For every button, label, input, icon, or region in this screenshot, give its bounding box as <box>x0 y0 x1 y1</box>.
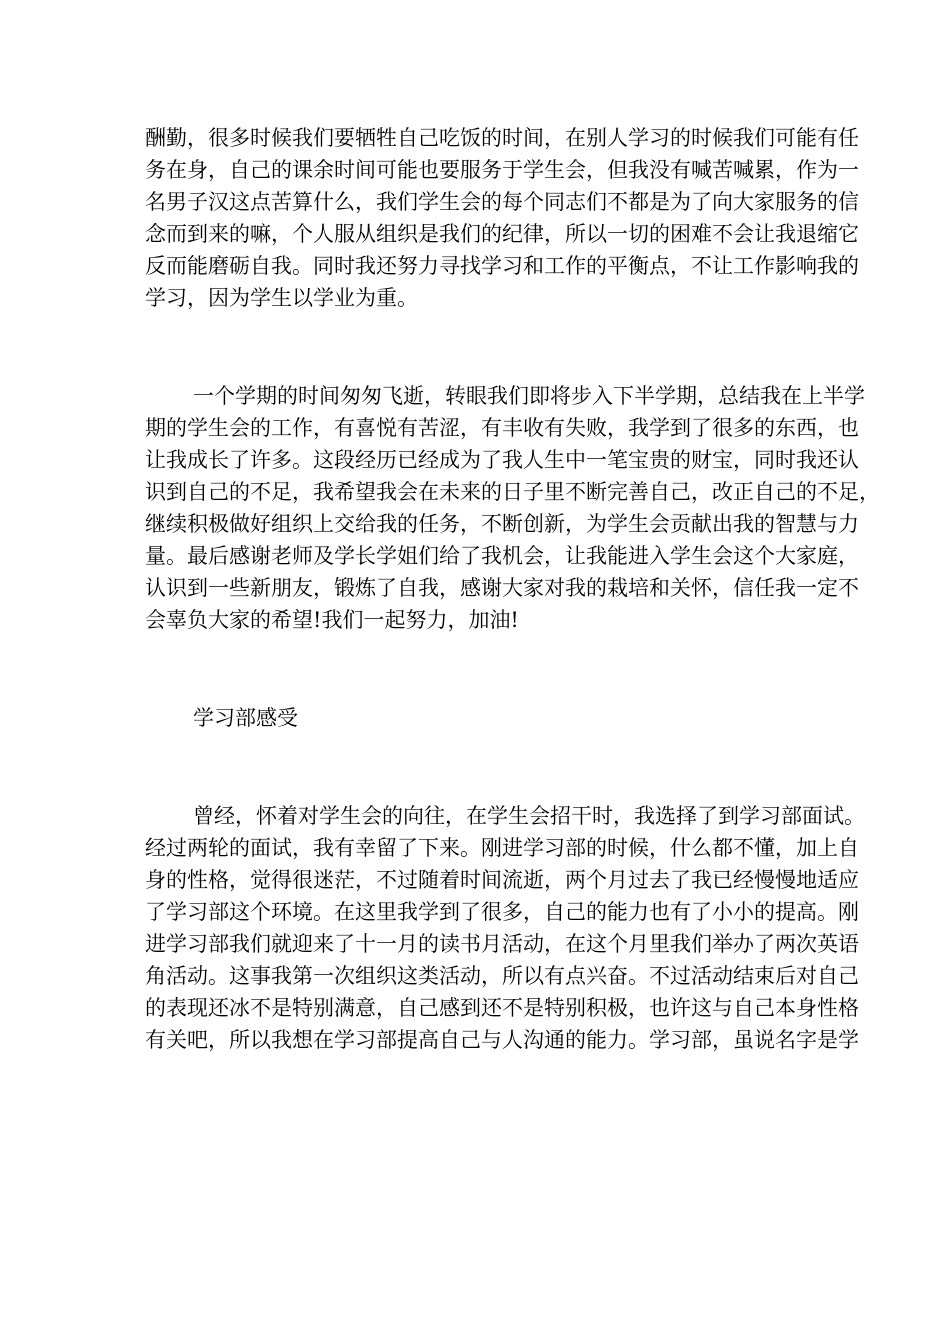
paragraph-3-line-5: 进学习部我们就迎来了十一月的读书月活动，在这个月里我们举办了两次英语 <box>145 932 859 956</box>
section-heading: 学习部感受 <box>193 706 298 730</box>
paragraph-3-line-4: 了学习部这个环境。在这里我学到了很多，自己的能力也有了小小的提高。刚 <box>145 900 859 924</box>
paragraph-1-line-1: 酬勤，很多时候我们要牺牲自己吃饭的时间，在别人学习的时候我们可能有任 <box>145 126 859 150</box>
paragraph-2-line-8: 会辜负大家的希望!我们一起努力，加油! <box>145 608 519 632</box>
paragraph-3-line-1: 曾经，怀着对学生会的向往，在学生会招干时，我选择了到学习部面试。 <box>193 804 865 828</box>
paragraph-3-line-8: 有关吧，所以我想在学习部提高自己与人沟通的能力。学习部，虽说名字是学 <box>145 1028 859 1052</box>
paragraph-3-line-6: 角活动。这事我第一次组织这类活动，所以有点兴奋。不过活动结束后对自己 <box>145 964 859 988</box>
paragraph-1-line-4: 念而到来的嘛，个人服从组织是我们的纪律，所以一切的困难不会让我退缩它 <box>145 222 859 246</box>
paragraph-2-line-5: 继续积极做好组织上交给我的任务，不断创新，为学生会贡献出我的智慧与力 <box>145 512 859 536</box>
paragraph-1-line-2: 务在身，自己的课余时间可能也要服务于学生会，但我没有喊苦喊累，作为一 <box>145 158 859 182</box>
paragraph-2-line-7: 认识到一些新朋友，锻炼了自我，感谢大家对我的栽培和关怀，信任我一定不 <box>145 576 859 600</box>
paragraph-3-line-7: 的表现还冰不是特别满意，自己感到还不是特别积极，也许这与自己本身性格 <box>145 996 859 1020</box>
paragraph-2-line-4: 识到自己的不足，我希望我会在未来的日子里不断完善自己，改正自己的不足， <box>145 480 880 504</box>
paragraph-3-line-2: 经过两轮的面试，我有幸留了下来。刚进学习部的时候，什么都不懂，加上自 <box>145 836 859 860</box>
paragraph-1-line-3: 名男子汉这点苦算什么，我们学生会的每个同志们不都是为了向大家服务的信 <box>145 190 859 214</box>
paragraph-2-line-2: 期的学生会的工作，有喜悦有苦涩，有丰收有失败，我学到了很多的东西，也 <box>145 416 859 440</box>
paragraph-1-line-5: 反而能磨砺自我。同时我还努力寻找学习和工作的平衡点，不让工作影响我的 <box>145 254 859 278</box>
paragraph-1-line-6: 学习，因为学生以学业为重。 <box>145 286 418 310</box>
paragraph-3-line-3: 身的性格，觉得很迷茫，不过随着时间流逝，两个月过去了我已经慢慢地适应 <box>145 868 859 892</box>
paragraph-2-line-3: 让我成长了许多。这段经历已经成为了我人生中一笔宝贵的财宝，同时我还认 <box>145 448 859 472</box>
paragraph-2-line-1: 一个学期的时间匆匆飞逝，转眼我们即将步入下半学期，总结我在上半学 <box>193 384 865 408</box>
paragraph-2-line-6: 量。最后感谢老师及学长学姐们给了我机会，让我能进入学生会这个大家庭， <box>145 544 859 568</box>
